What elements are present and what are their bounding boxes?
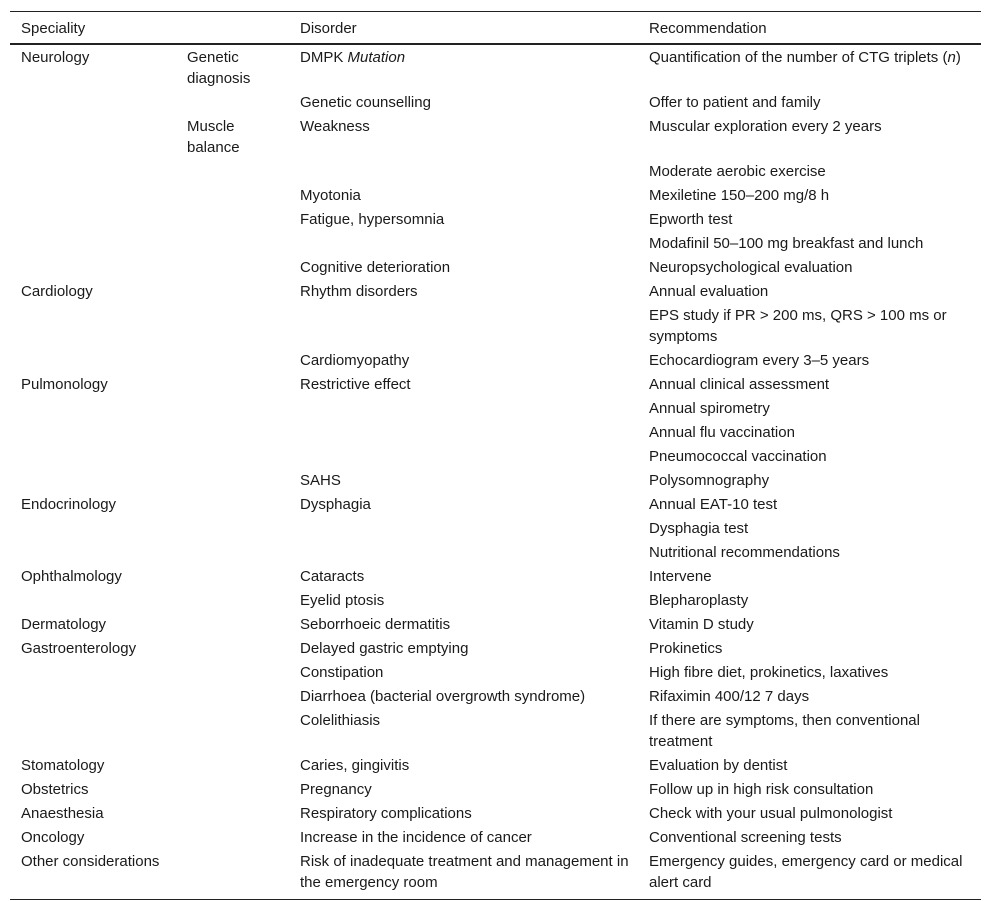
cell-subcategory: [176, 160, 289, 184]
cell-recommendation: Intervene: [649, 568, 712, 585]
cell-subcategory: [176, 421, 289, 445]
table-row: [10, 208, 981, 232]
cell-subcategory: [176, 208, 289, 232]
cell-recommendation: Rifaximin 400/12 7 days: [649, 688, 810, 705]
cell-disorder: Caries, gingivitis: [300, 757, 410, 774]
cell-subcategory: [176, 349, 289, 373]
table-row: [10, 280, 981, 304]
cell-subcategory: [176, 661, 289, 685]
table-row: [10, 685, 981, 709]
table-row: [10, 232, 981, 256]
cell-recommendation: Conventional screening tests: [649, 829, 842, 846]
cell-subcategory: [176, 589, 289, 613]
cell-recommendation: High fibre diet, prokinetics, laxatives: [649, 664, 889, 681]
cell-recommendation: If there are symptoms, then conventional treatment: [649, 712, 920, 750]
cell-disorder: [289, 541, 638, 565]
cell-disorder: [289, 397, 638, 421]
cell-disorder: [289, 421, 638, 445]
table-row: [10, 661, 981, 685]
recommendations-table-container: [10, 11, 981, 900]
cell-speciality: [10, 421, 176, 445]
cell-speciality: [10, 709, 176, 754]
cell-disorder: Restrictive effect: [300, 376, 411, 393]
header-recommendation: Recommendation: [649, 20, 767, 37]
cell-speciality: [10, 91, 176, 115]
cell-recommendation: Blepharoplasty: [649, 592, 749, 609]
header-subcategory: [176, 12, 289, 45]
cell-recommendation: Annual evaluation: [649, 283, 769, 300]
cell-subcategory: [176, 91, 289, 115]
cell-speciality: Pulmonology: [21, 376, 108, 393]
cell-speciality: [10, 541, 176, 565]
cell-recommendation: Modafinil 50–100 mg breakfast and lunch: [649, 235, 924, 252]
cell-disorder: Delayed gastric emptying: [300, 640, 469, 657]
table-row: [10, 589, 981, 613]
cell-disorder: Fatigue, hypersomnia: [300, 211, 445, 228]
cell-subcategory: [176, 373, 289, 397]
cell-disorder: [289, 517, 638, 541]
cell-recommendation: Offer to patient and family: [649, 94, 821, 111]
table-row: [10, 469, 981, 493]
table-row: [10, 517, 981, 541]
cell-subcategory: Muscle balance: [187, 118, 240, 156]
table-row: [10, 160, 981, 184]
cell-speciality: Neurology: [21, 49, 90, 66]
cell-disorder: Constipation: [300, 664, 384, 681]
table-row: [10, 304, 981, 349]
cell-disorder: DMPK Mutation: [300, 49, 406, 66]
header-disorder: Disorder: [300, 20, 357, 37]
cell-subcategory: [176, 802, 289, 826]
recommendations-table: [10, 11, 981, 900]
cell-subcategory: [176, 709, 289, 754]
cell-speciality: [10, 184, 176, 208]
cell-disorder: [289, 160, 638, 184]
cell-speciality: [10, 208, 176, 232]
cell-disorder: Respiratory complications: [300, 805, 472, 822]
cell-speciality: [10, 349, 176, 373]
cell-recommendation: Emergency guides, emergency card or medical alert card: [649, 853, 963, 891]
table-row: [10, 637, 981, 661]
cell-recommendation: Polysomnography: [649, 472, 770, 489]
cell-recommendation: Prokinetics: [649, 640, 723, 657]
cell-recommendation: Muscular exploration every 2 years: [649, 118, 882, 135]
cell-disorder: Cardiomyopathy: [300, 352, 410, 369]
cell-disorder: Weakness: [300, 118, 370, 135]
cell-subcategory: [176, 397, 289, 421]
cell-subcategory: [176, 850, 289, 900]
cell-disorder: Colelithiasis: [300, 712, 381, 729]
cell-subcategory: [176, 637, 289, 661]
cell-speciality: [10, 661, 176, 685]
cell-subcategory: [176, 517, 289, 541]
cell-speciality: Cardiology: [21, 283, 93, 300]
cell-recommendation: Dysphagia test: [649, 520, 749, 537]
cell-disorder: Risk of inadequate treatment and management in the emergency room: [300, 853, 629, 891]
table-row: [10, 184, 981, 208]
cell-subcategory: [176, 184, 289, 208]
table-row: [10, 349, 981, 373]
cell-speciality: [10, 445, 176, 469]
cell-recommendation: Pneumococcal vaccination: [649, 448, 827, 465]
cell-speciality: [10, 685, 176, 709]
cell-recommendation: Annual flu vaccination: [649, 424, 795, 441]
table-row: [10, 541, 981, 565]
cell-subcategory: [176, 565, 289, 589]
cell-speciality: Endocrinology: [21, 496, 117, 513]
table-row: [10, 802, 981, 826]
cell-subcategory: [176, 304, 289, 349]
table-row: [10, 850, 981, 900]
cell-recommendation: Evaluation by dentist: [649, 757, 788, 774]
table-row: [10, 826, 981, 850]
cell-disorder: Seborrhoeic dermatitis: [300, 616, 451, 633]
cell-subcategory: [176, 469, 289, 493]
cell-recommendation: Annual clinical assessment: [649, 376, 830, 393]
cell-subcategory: [176, 493, 289, 517]
cell-speciality: [10, 589, 176, 613]
cell-disorder: [289, 445, 638, 469]
cell-recommendation: Quantification of the number of CTG triplets (n): [649, 49, 961, 66]
table-row: [10, 397, 981, 421]
cell-disorder: Rhythm disorders: [300, 283, 418, 300]
cell-speciality: Ophthalmology: [21, 568, 122, 585]
cell-disorder: Pregnancy: [300, 781, 372, 798]
cell-disorder: [289, 304, 638, 349]
cell-subcategory: [176, 256, 289, 280]
cell-speciality: [10, 256, 176, 280]
table-row: [10, 91, 981, 115]
table-row: [10, 115, 981, 160]
cell-speciality: [10, 469, 176, 493]
cell-speciality: Dermatology: [21, 616, 107, 633]
table-row: [10, 256, 981, 280]
cell-speciality: [10, 517, 176, 541]
cell-subcategory: [176, 754, 289, 778]
cell-subcategory: [176, 826, 289, 850]
table-row: [10, 445, 981, 469]
cell-disorder: [289, 232, 638, 256]
cell-subcategory: [176, 613, 289, 637]
cell-speciality: Stomatology: [21, 757, 105, 774]
cell-subcategory: [176, 778, 289, 802]
cell-recommendation: Epworth test: [649, 211, 733, 228]
cell-speciality: Gastroenterology: [21, 640, 137, 657]
mutation-italic: Mutation: [347, 49, 406, 66]
cell-recommendation: Check with your usual pulmonologist: [649, 805, 893, 822]
cell-subcategory: [176, 445, 289, 469]
cell-speciality: Anaesthesia: [21, 805, 104, 822]
cell-subcategory: [176, 541, 289, 565]
table-header-row: [10, 12, 981, 45]
cell-speciality: [10, 397, 176, 421]
table-row: [10, 613, 981, 637]
table-row: [10, 493, 981, 517]
cell-speciality: Oncology: [21, 829, 85, 846]
cell-speciality: [10, 232, 176, 256]
cell-speciality: [10, 304, 176, 349]
cell-subcategory: Genetic diagnosis: [187, 49, 251, 87]
cell-recommendation: Annual spirometry: [649, 400, 770, 417]
cell-recommendation: Nutritional recommendations: [649, 544, 840, 561]
cell-recommendation: Neuropsychological evaluation: [649, 259, 853, 276]
cell-speciality: Obstetrics: [21, 781, 89, 798]
cell-recommendation: Annual EAT-10 test: [649, 496, 778, 513]
cell-disorder: Dysphagia: [300, 496, 371, 513]
cell-subcategory: [176, 232, 289, 256]
cell-subcategory: [176, 685, 289, 709]
cell-disorder: SAHS: [300, 472, 341, 489]
cell-recommendation: Mexiletine 150–200 mg/8 h: [649, 187, 830, 204]
header-speciality: Speciality: [21, 20, 86, 37]
table-row: [10, 709, 981, 754]
table-row: [10, 565, 981, 589]
cell-speciality: [10, 115, 176, 160]
cell-subcategory: [176, 280, 289, 304]
table-row: [10, 373, 981, 397]
cell-speciality: Other considerations: [21, 853, 160, 870]
cell-recommendation: EPS study if PR > 200 ms, QRS > 100 ms or symptoms: [649, 307, 947, 345]
table-row: [10, 778, 981, 802]
cell-disorder: Myotonia: [300, 187, 361, 204]
cell-disorder: Cataracts: [300, 568, 365, 585]
table-row: [10, 421, 981, 445]
cell-speciality: [10, 160, 176, 184]
cell-recommendation: Follow up in high risk consultation: [649, 781, 874, 798]
cell-recommendation: Echocardiogram every 3–5 years: [649, 352, 870, 369]
cell-recommendation: Moderate aerobic exercise: [649, 163, 826, 180]
n-italic: n: [947, 49, 956, 66]
table-row: [10, 754, 981, 778]
cell-disorder: Cognitive deterioration: [300, 259, 451, 276]
cell-disorder: Increase in the incidence of cancer: [300, 829, 532, 846]
cell-disorder: Eyelid ptosis: [300, 592, 385, 609]
table-row: [10, 44, 981, 91]
cell-disorder: Genetic counselling: [300, 94, 431, 111]
cell-recommendation: Vitamin D study: [649, 616, 754, 633]
cell-disorder: Diarrhoea (bacterial overgrowth syndrome): [300, 688, 586, 705]
